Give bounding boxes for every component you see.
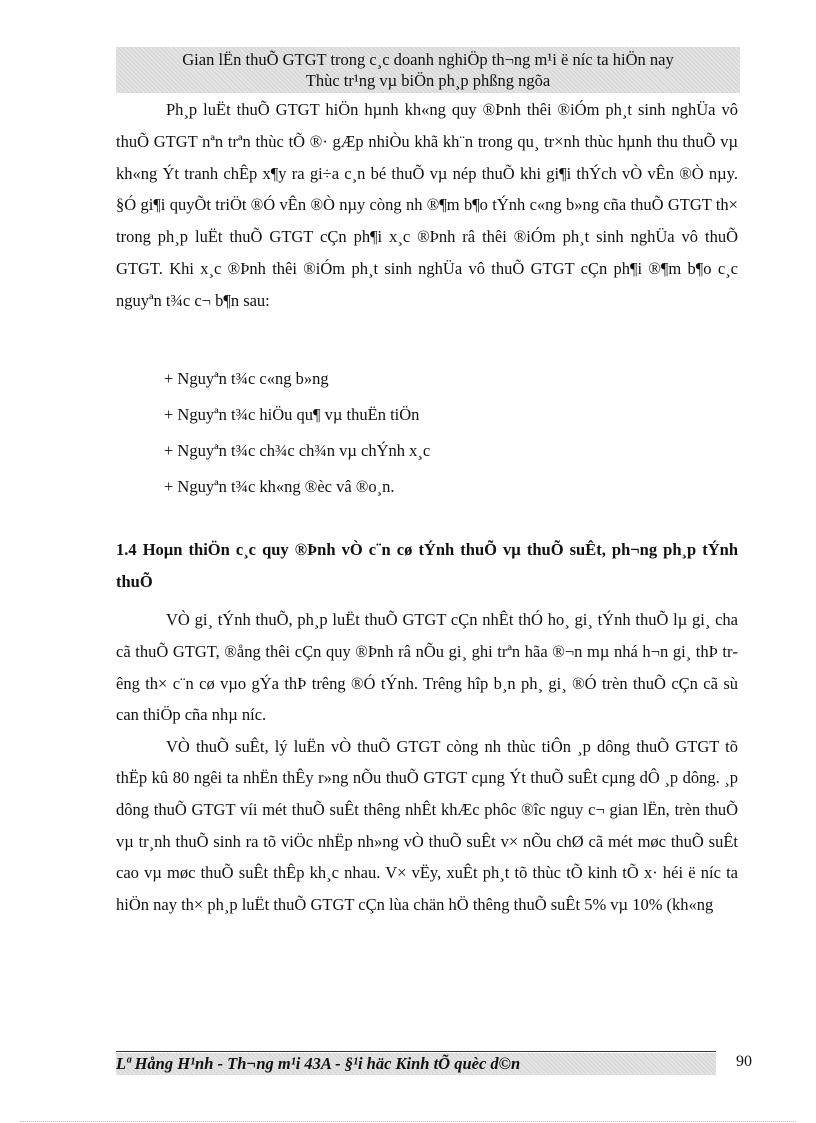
page-body bbox=[116, 94, 738, 920]
principles-list bbox=[164, 361, 738, 506]
paragraph: VÒ gi¸ tÝnh thuÕ, ph¸p luËt thuÕ GTGT cÇn nhÊt thÓ ho¸ gi¸ tÝnh thuÕ lµ gi¸ cha cã thuÕ GTGT, ®ång thêi cÇn quy ®Þnh râ nÕu gi¸ ghi trªn hãa ®¬n mµ nhá h¬n gi¸ thÞ trêng th× c¨n cø vµo gÝa thÞ trêng ®Ó tÝnh. Trêng hîp b¸n ph¸ gi¸ ®Ó trèn thuÕ cÇn cã sù can thiÖp cña nhµ níc. bbox=[116, 610, 738, 725]
paragraph: Ph¸p luËt thuÕ GTGT hiÖn hµnh kh«ng quy ®Þnh thêi ®iÓm ph¸t sinh nghÜa vô thuÕ GTGT nªn trªn thùc tÕ ®· gÆp nhiÒu khã kh¨n trong qu¸ tr×nh thùc hµnh thu thuÕ vµ kh«ng Ýt tranh chÊp x¶y ra gi÷a c¸n bé thuÕ vµ nép thuÕ khi gi¶i thÝch vÒ vÊn ®Ò nµy. §Ó gi¶i quyÕt triÖt ®Ó vÊn ®Ò nµy còng nh ®¶m b¶o tÝnh c«ng b»ng cña thuÕ GTGT th× trong ph¸p luËt thuÕ GTGT cÇn ph¶i x¸c ®Þnh râ thêi ®iÓm ph¸t sinh nghÜa vô thuÕ GTGT. Khi x¸c ®Þnh thêi ®iÓm ph¸t sinh nghÜa vô thuÕ GTGT cÇn ph¶i ®¶m b¶o c¸c nguyªn t¾c c¬ b¶n sau: bbox=[116, 100, 738, 310]
paragraph: VÒ thuÕ suÊt, lý luËn vÒ thuÕ GTGT còng nh thùc tiÔn ¸p dông thuÕ GTGT tõ thËp kû 80 ngêi ta nhËn thÊy r»ng nÕu thuÕ GTGT cµng Ýt thuÕ suÊt cµng dÔ ¸p dông. ¸p dông thuÕ GTGT víi mét thuÕ suÊt thêng nhÊt khÆc phôc ®îc nguy c¬ gian lËn, trèn thuÕ vµ tr¸nh thuÕ sinh ra tõ viÖc nhËp nh»ng vÒ thuÕ suÊt v× nÕu chØ cã mét møc thuÕ suÊt cao vµ møc thuÕ suÊt thÊp kh¸c nhau. V× vËy, xuÊt ph¸t tõ thùc tÕ kinh tÕ x· héi ë níc ta hiÖn nay th× ph¸p luËt thuÕ GTGT cÇn lùa chän hÖ thêng thuÕ suÊt 5% vµ 10% (kh«ng bbox=[116, 736, 738, 914]
running-footer bbox=[116, 1053, 716, 1075]
header-title: Gian lËn thuÕ GTGT trong c¸c doanh nghiÖp th¬ng m¹i ë níc ta hiÖn nay bbox=[182, 50, 674, 69]
footer-rule bbox=[116, 1051, 716, 1052]
list-item: + Nguyªn t¾c ch¾c ch¾n vµ chÝnh x¸c bbox=[164, 440, 431, 460]
list-item: + Nguyªn t¾c hiÖu qu¶ vµ thuËn tiÖn bbox=[164, 404, 420, 424]
page-edge-divider bbox=[20, 1121, 796, 1122]
footer-author: Lª Hång H¹nh - Th¬ng m¹i 43A - §¹i häc Kinh tÕ quèc d©n bbox=[116, 1054, 521, 1073]
page-number: 90 bbox=[736, 1053, 752, 1070]
section-heading: 1.4 Hoµn thiÖn c¸c quy ®Þnh vÒ c¨n cø tÝnh thuÕ vµ thuÕ suÊt, ph¬ng ph¸p tÝnh thuÕ bbox=[116, 540, 738, 592]
running-header bbox=[116, 47, 740, 93]
header-subtitle: Thùc tr¹ng vµ biÖn ph¸p phßng ngõa bbox=[305, 71, 551, 90]
list-item: + Nguyªn t¾c kh«ng ®èc vâ ®o¸n. bbox=[164, 477, 395, 497]
list-item: + Nguyªn t¾c c«ng b»ng bbox=[164, 368, 329, 388]
